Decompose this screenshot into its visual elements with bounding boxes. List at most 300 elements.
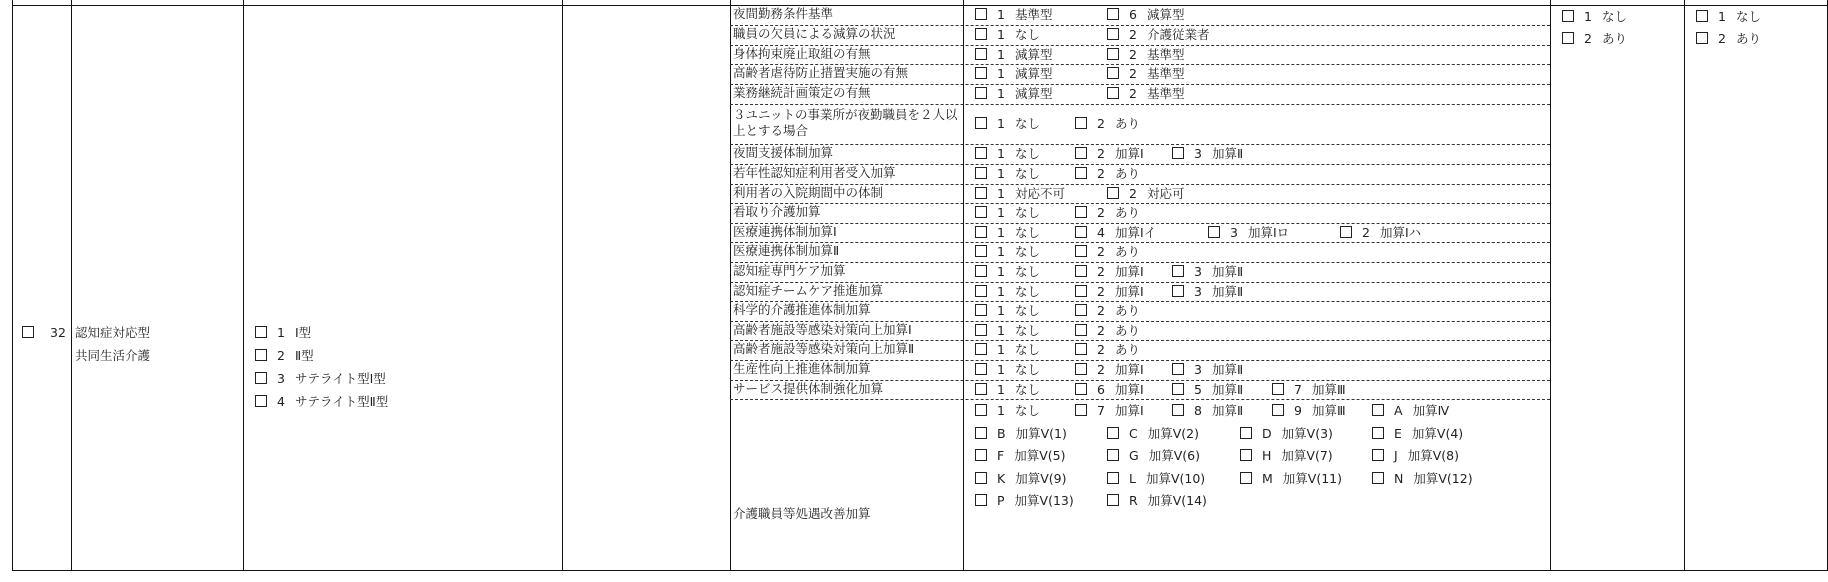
option-checkbox[interactable] xyxy=(1107,66,1184,82)
option-number: 2 xyxy=(1097,205,1105,220)
option-checkbox[interactable] xyxy=(1372,471,1473,487)
option-label: 加算Ⅱ xyxy=(1211,284,1244,299)
option-number: 1 xyxy=(997,264,1005,279)
option-number: L xyxy=(1129,470,1136,486)
option-number: 1 xyxy=(997,116,1005,131)
option-checkbox[interactable] xyxy=(975,382,1040,398)
option-checkbox[interactable] xyxy=(1562,9,1627,25)
option-label: 加算Ⅴ(5) xyxy=(1014,448,1066,463)
option-label: 加算Ⅰ xyxy=(1114,403,1144,418)
option-checkbox[interactable] xyxy=(1172,284,1243,300)
item-label: 身体拘束廃止取組の有無 xyxy=(733,46,871,61)
option-checkbox[interactable] xyxy=(1107,186,1184,202)
option-label: あり xyxy=(1735,31,1761,46)
option-label: 加算Ⅲ xyxy=(1311,382,1346,397)
grid-line xyxy=(562,0,563,571)
option-number: 1 xyxy=(997,244,1005,259)
checkbox-icon xyxy=(1107,449,1119,461)
option-checkbox[interactable] xyxy=(975,448,1065,464)
checkbox-icon xyxy=(975,472,987,484)
option-label: 減算型 xyxy=(1014,47,1053,62)
option-checkbox[interactable] xyxy=(975,27,1040,43)
option-label: なし xyxy=(1014,205,1040,220)
option-label: なし xyxy=(1014,146,1040,161)
option-checkbox[interactable] xyxy=(1075,225,1156,241)
option-label: あり xyxy=(1114,244,1140,259)
checkbox-icon xyxy=(1075,147,1087,159)
checkbox-icon xyxy=(975,87,987,99)
option-checkbox[interactable] xyxy=(1240,448,1333,464)
checkbox-icon xyxy=(1696,32,1708,44)
checkbox-icon xyxy=(1075,245,1087,257)
checkbox-icon xyxy=(1075,265,1087,277)
option-number: 7 xyxy=(1294,382,1302,397)
checkbox-icon xyxy=(1075,343,1087,355)
checkbox-icon xyxy=(975,187,987,199)
option-checkbox[interactable] xyxy=(1075,323,1140,339)
item-label: 認知症チームケア推進加算 xyxy=(733,283,884,298)
option-checkbox[interactable] xyxy=(255,371,386,387)
checkbox-icon xyxy=(1172,265,1184,277)
option-number: 2 xyxy=(1097,323,1105,338)
row-divider xyxy=(730,144,1550,145)
option-checkbox[interactable] xyxy=(975,303,1040,319)
option-label: 基準型 xyxy=(1014,7,1053,22)
item-label: 医療連携体制加算Ⅱ xyxy=(733,243,840,258)
checkbox-icon xyxy=(1240,427,1252,439)
option-label: 加算Ⅰ xyxy=(1114,264,1144,279)
option-checkbox[interactable] xyxy=(1107,493,1207,509)
option-checkbox[interactable] xyxy=(1172,382,1243,398)
option-number: 2 xyxy=(1362,225,1370,240)
checkbox-icon xyxy=(975,363,987,375)
option-checkbox[interactable] xyxy=(975,116,1040,132)
option-label: 加算Ⅰハ xyxy=(1379,225,1422,240)
item-label: 夜間支援体制加算 xyxy=(733,145,834,160)
option-checkbox[interactable] xyxy=(975,205,1040,221)
option-label: 減算型 xyxy=(1014,66,1053,81)
option-number: 2 xyxy=(1129,47,1137,62)
checkbox-icon xyxy=(975,28,987,40)
option-number: 3 xyxy=(1194,284,1202,299)
checkbox-icon xyxy=(255,349,267,361)
checkbox-icon xyxy=(1372,427,1384,439)
option-number: 2 xyxy=(277,348,285,363)
option-label: なし xyxy=(1014,303,1040,318)
option-number: 1 xyxy=(997,362,1005,377)
option-number: 1 xyxy=(997,284,1005,299)
option-label: あり xyxy=(1114,323,1140,338)
option-number: 2 xyxy=(1097,284,1105,299)
checkbox-icon xyxy=(1075,383,1087,395)
option-checkbox[interactable] xyxy=(975,186,1065,202)
option-label: なし xyxy=(1601,9,1627,24)
option-label: 加算Ⅴ(14) xyxy=(1147,493,1207,508)
grid-line xyxy=(12,0,13,571)
option-label: 加算Ⅰ xyxy=(1114,284,1144,299)
option-checkbox[interactable] xyxy=(1372,426,1463,442)
option-label: 加算Ⅴ(10) xyxy=(1145,470,1206,486)
option-checkbox[interactable] xyxy=(975,426,1067,442)
item-label: 高齢者虐待防止措置実施の有無 xyxy=(733,65,909,80)
option-label: なし xyxy=(1014,264,1040,279)
row-divider xyxy=(730,262,1550,263)
grid-line xyxy=(963,0,964,571)
option-number: 2 xyxy=(1129,186,1137,201)
option-number: 1 xyxy=(997,86,1005,101)
option-label: 加算Ⅴ(11) xyxy=(1282,470,1343,486)
option-number: D xyxy=(1262,425,1272,441)
option-number: 3 xyxy=(1194,362,1202,377)
checkbox-icon xyxy=(975,245,987,257)
option-checkbox[interactable] xyxy=(975,264,1040,280)
checkbox-icon xyxy=(1107,494,1119,506)
checkbox-icon xyxy=(1107,28,1119,40)
option-label: 減算型 xyxy=(1014,86,1053,101)
item-label: サービス提供体制強化加算 xyxy=(733,381,884,396)
option-checkbox[interactable] xyxy=(1075,205,1140,221)
service-name: 認知症対応型 xyxy=(75,325,151,340)
option-number: 2 xyxy=(1097,303,1105,318)
checkbox-icon xyxy=(975,449,987,461)
option-number: H xyxy=(1262,448,1272,463)
checkbox-icon xyxy=(1696,10,1708,22)
option-number: 3 xyxy=(277,371,285,386)
checkbox-icon xyxy=(1240,472,1252,484)
option-number: G xyxy=(1129,448,1139,463)
option-label: 基準型 xyxy=(1146,86,1185,101)
option-label: なし xyxy=(1014,284,1040,299)
option-label: あり xyxy=(1114,342,1140,357)
grid-line xyxy=(12,5,1827,6)
item-label: 認知症専門ケア加算 xyxy=(733,263,846,278)
option-checkbox[interactable] xyxy=(1075,146,1144,162)
option-number: 2 xyxy=(1097,362,1105,377)
option-checkbox[interactable] xyxy=(1372,403,1449,419)
checkbox-icon xyxy=(1107,187,1119,199)
row-divider xyxy=(730,242,1550,243)
option-number: 2 xyxy=(1718,31,1726,46)
row-divider xyxy=(730,399,1550,400)
option-checkbox[interactable] xyxy=(1107,448,1200,464)
checkbox-icon xyxy=(1372,472,1384,484)
option-number: 2 xyxy=(1129,27,1137,42)
option-checkbox[interactable] xyxy=(1107,471,1205,487)
option-checkbox[interactable] xyxy=(255,394,388,410)
option-label: なし xyxy=(1735,9,1761,24)
item-label: 利用者の入院期間中の体制 xyxy=(733,185,884,200)
option-number: F xyxy=(997,448,1005,463)
option-checkbox[interactable] xyxy=(1107,27,1209,43)
option-number: 1 xyxy=(1718,9,1726,24)
option-number: 1 xyxy=(997,303,1005,318)
checkbox-icon xyxy=(975,147,987,159)
option-number: 1 xyxy=(997,403,1005,418)
option-label: 基準型 xyxy=(1146,47,1185,62)
option-checkbox[interactable] xyxy=(975,323,1040,339)
option-label: 加算Ⅴ(3) xyxy=(1281,425,1333,441)
option-checkbox[interactable] xyxy=(1240,426,1333,442)
option-label: なし xyxy=(1014,382,1040,397)
option-label: Ⅱ型 xyxy=(294,348,314,363)
item-label: 夜間勤務条件基準 xyxy=(733,6,834,21)
checkbox-icon xyxy=(1107,67,1119,79)
checkbox-icon xyxy=(255,372,267,384)
option-checkbox[interactable] xyxy=(1272,403,1346,419)
option-checkbox[interactable] xyxy=(1696,31,1761,47)
option-checkbox[interactable] xyxy=(1075,342,1140,358)
checkbox-icon xyxy=(1107,8,1119,20)
option-number: 3 xyxy=(1194,264,1202,279)
option-label: あり xyxy=(1114,166,1140,181)
checkbox-icon xyxy=(1172,404,1184,416)
option-checkbox[interactable] xyxy=(1075,403,1144,419)
checkbox-icon xyxy=(975,383,987,395)
option-number: B xyxy=(997,425,1006,441)
checkbox-icon xyxy=(1562,32,1574,44)
checkbox-icon xyxy=(1172,147,1184,159)
checkbox-icon xyxy=(1340,226,1352,238)
option-checkbox[interactable] xyxy=(1107,47,1184,63)
option-label: 減算型 xyxy=(1146,7,1185,22)
checkbox-icon xyxy=(1372,449,1384,461)
item-label: 業務継続計画策定の有無 xyxy=(733,85,871,100)
checkbox-icon xyxy=(975,404,987,416)
option-number: 1 xyxy=(997,27,1005,42)
option-number: 4 xyxy=(277,394,285,409)
row-divider xyxy=(730,223,1550,224)
checkbox-icon xyxy=(975,324,987,336)
option-number: C xyxy=(1129,425,1138,441)
option-label: 加算Ⅴ(9) xyxy=(1015,470,1067,486)
checkbox-icon xyxy=(975,304,987,316)
option-checkbox[interactable] xyxy=(975,7,1052,23)
option-number: 6 xyxy=(1097,382,1105,397)
option-label: 対応可 xyxy=(1146,186,1185,201)
checkbox-icon xyxy=(1208,226,1220,238)
option-number: 3 xyxy=(1194,146,1202,161)
item-label: 若年性認知症利用者受入加算 xyxy=(733,165,896,180)
grid-line xyxy=(12,570,1827,571)
option-label: 加算Ⅴ(8) xyxy=(1407,448,1459,463)
checkbox-icon xyxy=(1075,404,1087,416)
option-checkbox[interactable] xyxy=(1240,471,1342,487)
option-label: 加算Ⅴ(7) xyxy=(1281,448,1333,463)
option-checkbox[interactable] xyxy=(1562,31,1627,47)
option-checkbox[interactable] xyxy=(1075,244,1140,260)
option-label: 加算Ⅱ xyxy=(1211,382,1244,397)
item-label: 生産性向上推進体制加算 xyxy=(733,361,871,376)
option-checkbox[interactable] xyxy=(975,284,1040,300)
option-checkbox[interactable] xyxy=(975,493,1074,509)
option-label: あり xyxy=(1114,303,1140,318)
option-checkbox[interactable] xyxy=(1075,166,1140,182)
option-number: 2 xyxy=(1097,146,1105,161)
item-label: 介護職員等処遇改善加算 xyxy=(733,506,871,521)
option-checkbox[interactable] xyxy=(1075,382,1144,398)
option-number: 3 xyxy=(1230,225,1238,240)
option-checkbox[interactable] xyxy=(1272,382,1346,398)
checkbox-icon xyxy=(975,226,987,238)
option-label: 加算Ⅴ(2) xyxy=(1147,425,1199,441)
checkbox-icon xyxy=(1172,285,1184,297)
option-label: サテライト型Ⅰ型 xyxy=(294,371,386,386)
option-checkbox[interactable] xyxy=(1172,362,1243,378)
option-checkbox[interactable] xyxy=(1107,86,1184,102)
option-checkbox[interactable] xyxy=(1208,225,1289,241)
option-number: 1 xyxy=(277,325,285,340)
option-number: A xyxy=(1394,403,1403,418)
option-label: 加算Ⅱ xyxy=(1211,264,1244,279)
checkbox-icon xyxy=(975,48,987,60)
item-label: 高齢者施設等感染対策向上加算Ⅰ xyxy=(733,322,912,337)
option-number: 2 xyxy=(1129,86,1137,101)
checkbox-icon xyxy=(1272,383,1284,395)
option-number: 2 xyxy=(1097,166,1105,181)
option-label: 加算Ⅰ xyxy=(1114,362,1144,377)
checkbox-icon xyxy=(1075,117,1087,129)
option-checkbox[interactable] xyxy=(1107,426,1199,442)
option-number: 1 xyxy=(997,166,1005,181)
option-label: 介護従業者 xyxy=(1146,27,1210,42)
option-checkbox[interactable] xyxy=(975,225,1040,241)
option-checkbox[interactable] xyxy=(1075,362,1144,378)
checkbox-icon xyxy=(1107,87,1119,99)
option-number: 1 xyxy=(997,186,1005,201)
option-checkbox[interactable] xyxy=(1107,7,1184,23)
option-number: 9 xyxy=(1294,403,1302,418)
option-number: 1 xyxy=(997,47,1005,62)
item-label: 高齢者施設等感染対策向上加算Ⅱ xyxy=(733,341,915,356)
checkbox-icon xyxy=(975,427,987,439)
option-checkbox[interactable] xyxy=(975,166,1040,182)
row-divider xyxy=(730,203,1550,204)
option-label: 加算Ⅳ xyxy=(1412,403,1450,418)
option-label: 加算Ⅰロ xyxy=(1247,225,1290,240)
option-number: 2 xyxy=(1097,342,1105,357)
option-label: なし xyxy=(1014,342,1040,357)
option-label: あり xyxy=(1114,116,1140,131)
checkbox-icon xyxy=(1107,48,1119,60)
option-checkbox[interactable] xyxy=(1075,116,1140,132)
option-checkbox[interactable] xyxy=(1075,284,1144,300)
option-label: 加算Ⅰ xyxy=(1114,382,1144,397)
item-label: 看取り介護加算 xyxy=(733,204,821,219)
option-number: 5 xyxy=(1194,382,1202,397)
option-label: 加算Ⅰイ xyxy=(1114,225,1157,240)
option-label: 基準型 xyxy=(1146,66,1185,81)
option-checkbox[interactable] xyxy=(1172,403,1243,419)
option-checkbox[interactable] xyxy=(975,403,1040,419)
checkbox-icon xyxy=(1075,363,1087,375)
option-checkbox[interactable] xyxy=(1340,225,1421,241)
option-checkbox[interactable] xyxy=(975,342,1040,358)
option-label: なし xyxy=(1014,166,1040,181)
checkbox-icon xyxy=(22,326,34,338)
option-checkbox[interactable] xyxy=(975,146,1040,162)
checkbox-icon xyxy=(1075,285,1087,297)
option-number: 7 xyxy=(1097,403,1105,418)
checkbox-icon xyxy=(1272,404,1284,416)
option-checkbox[interactable] xyxy=(975,244,1040,260)
checkbox-icon xyxy=(975,265,987,277)
checkbox-icon xyxy=(975,206,987,218)
option-checkbox[interactable] xyxy=(975,471,1066,487)
option-number: 1 xyxy=(997,382,1005,397)
option-checkbox[interactable] xyxy=(1075,303,1140,319)
option-number: 1 xyxy=(997,146,1005,161)
option-number: M xyxy=(1262,470,1273,486)
option-label: なし xyxy=(1014,225,1040,240)
option-label: 加算Ⅲ xyxy=(1311,403,1346,418)
option-number: 2 xyxy=(1097,264,1105,279)
option-label: 加算Ⅴ(1) xyxy=(1015,425,1067,441)
option-number: 2 xyxy=(1097,116,1105,131)
checkbox-icon xyxy=(975,343,987,355)
checkbox-icon xyxy=(975,494,987,506)
option-checkbox[interactable] xyxy=(1075,264,1144,280)
option-label: なし xyxy=(1014,323,1040,338)
checkbox-icon xyxy=(1172,363,1184,375)
option-number: 8 xyxy=(1194,403,1202,418)
option-checkbox[interactable] xyxy=(1172,264,1243,280)
option-label: なし xyxy=(1014,362,1040,377)
checkbox-icon xyxy=(975,167,987,179)
option-label: なし xyxy=(1014,116,1040,131)
option-number: 1 xyxy=(1584,9,1592,24)
option-label: 加算Ⅴ(12) xyxy=(1413,470,1473,486)
item-label: 職員の欠員による減算の状況 xyxy=(733,26,896,41)
option-number: J xyxy=(1394,448,1398,463)
grid-line xyxy=(243,0,244,571)
item-label: 医療連携体制加算Ⅰ xyxy=(733,224,837,239)
service-checkbox[interactable] xyxy=(22,325,44,341)
checkbox-icon xyxy=(975,67,987,79)
option-label: 対応不可 xyxy=(1014,186,1065,201)
option-label: サテライト型Ⅱ型 xyxy=(294,394,389,409)
option-checkbox[interactable] xyxy=(1372,448,1459,464)
checkbox-icon xyxy=(1372,404,1384,416)
option-checkbox[interactable] xyxy=(975,362,1040,378)
option-checkbox[interactable] xyxy=(255,325,311,341)
option-label: 加算Ⅴ(6) xyxy=(1148,448,1200,463)
option-label: あり xyxy=(1601,31,1627,46)
option-label: 加算Ⅴ(4) xyxy=(1411,425,1464,441)
grid-line xyxy=(71,0,72,571)
option-number: 1 xyxy=(997,323,1005,338)
option-label: 加算Ⅱ xyxy=(1211,362,1244,377)
option-number: E xyxy=(1394,425,1402,441)
option-checkbox[interactable] xyxy=(255,348,314,364)
option-number: 2 xyxy=(1097,244,1105,259)
item-label: 科学的介護推進体制加算 xyxy=(733,302,871,317)
service-number: 32 xyxy=(50,325,66,340)
option-number: R xyxy=(1129,493,1138,508)
checkbox-icon xyxy=(1075,167,1087,179)
service-name: 共同生活介護 xyxy=(75,348,151,363)
option-checkbox[interactable] xyxy=(975,47,1052,63)
grid-line xyxy=(1684,0,1685,571)
option-number: 1 xyxy=(997,342,1005,357)
option-checkbox[interactable] xyxy=(975,86,1052,102)
option-number: 1 xyxy=(997,205,1005,220)
option-checkbox[interactable] xyxy=(1172,146,1243,162)
option-checkbox[interactable] xyxy=(1696,9,1761,25)
option-label: 加算Ⅴ(13) xyxy=(1014,493,1074,508)
checkbox-icon xyxy=(975,285,987,297)
option-checkbox[interactable] xyxy=(975,66,1052,82)
checkbox-icon xyxy=(1075,324,1087,336)
